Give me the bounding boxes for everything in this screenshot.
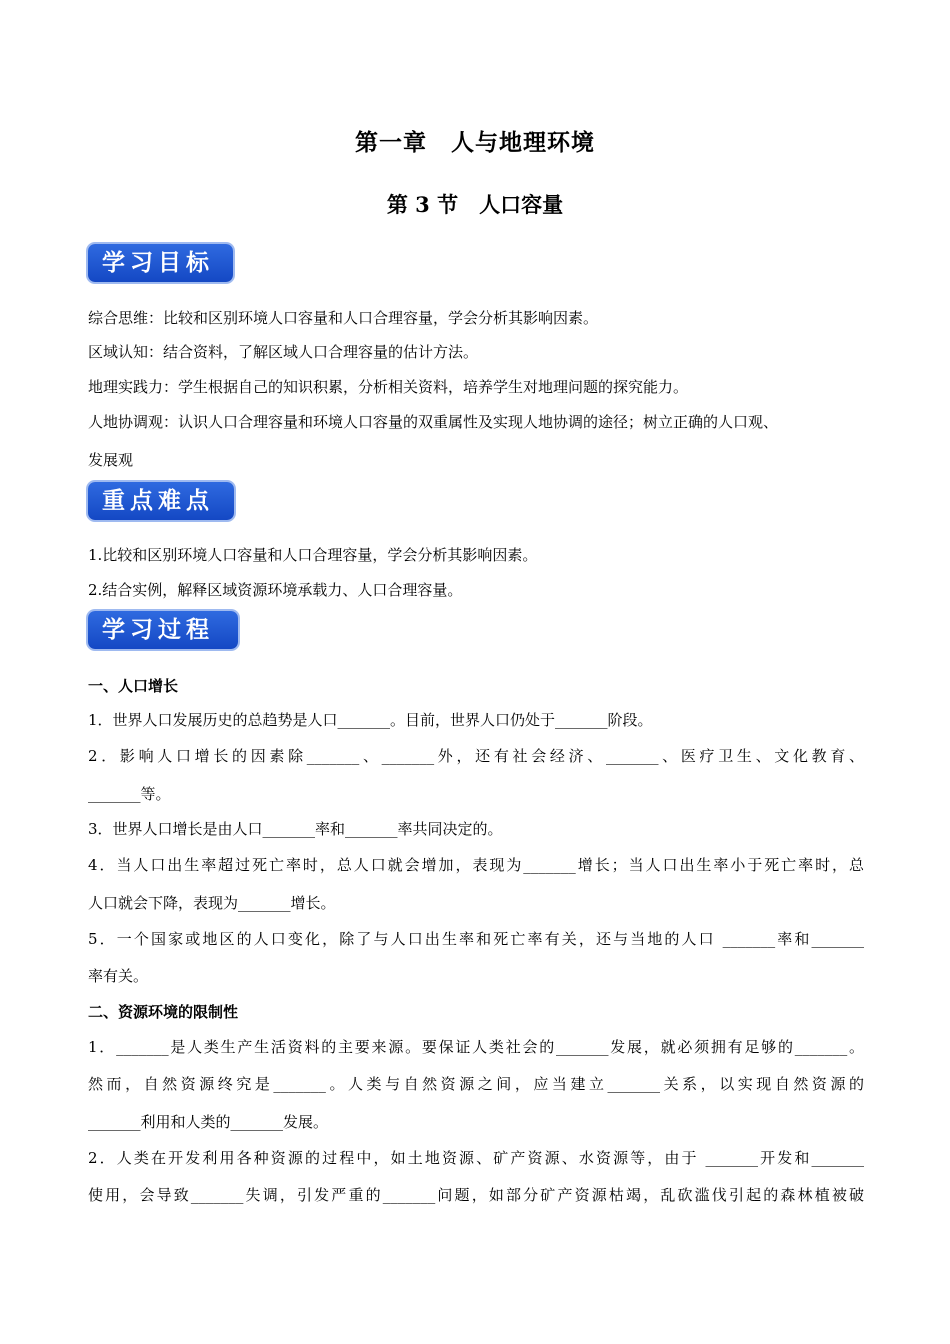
section-title: 第 3 节 人口容量 <box>386 192 564 217</box>
learning-goals-badge: 学习目标 <box>88 244 233 282</box>
goal-line-1: 综合思维：比较和区别环境人口容量和人口合理容量，学会分析其影响因素。 <box>88 309 599 327</box>
part2-line-4: 2．人类在开发利用各种资源的过程中，如土地资源、矿产资源、水资源等，由于 _______开发和_______ <box>88 1149 864 1167</box>
part1-line-7: 5．一个国家或地区的人口变化，除了与人口出生率和死亡率有关，还与当地的人口 _______率和_______ <box>88 930 864 948</box>
goal-line-2: 区域认知：结合资料，了解区域人口合理容量的估计方法。 <box>88 343 479 361</box>
part1-line-2: 2．影响人口增长的因素除_______、_______外，还有社会经济、_______、医疗卫生、文化教育、 <box>88 747 864 765</box>
part1-line-6: 人口就会下降，表现为_______增长。 <box>88 894 336 912</box>
part2-line-3: _______利用和人类的_______发展。 <box>88 1113 329 1131</box>
chapter-title: 第一章 人与地理环境 <box>355 129 595 156</box>
part2-heading: 二、资源环境的限制性 <box>88 1003 239 1021</box>
key-point-line-1: 1.比较和区别环境人口容量和人口合理容量，学会分析其影响因素。 <box>88 546 538 564</box>
part1-line-5: 4．当人口出生率超过死亡率时，总人口就会增加，表现为_______增长；当人口出生率小于死亡率时，总 <box>88 856 864 874</box>
part1-line-3: _______等。 <box>88 785 171 803</box>
part2-line-2: 然而，自然资源终究是_______。人类与自然资源之间，应当建立_______关系，以实现自然资源的 <box>88 1075 864 1093</box>
goal-line-4: 人地协调观：认识人口合理容量和环境人口容量的双重属性及实现人地协调的途径；树立正确的人口观、 <box>88 413 779 431</box>
learning-process-badge: 学习过程 <box>88 611 238 649</box>
part1-line-1: 1．世界人口发展历史的总趋势是人口_______。目前，世界人口仍处于_______阶段。 <box>88 711 653 729</box>
key-points-badge: 重点难点 <box>88 482 234 520</box>
goal-line-5: 发展观 <box>88 451 134 469</box>
part2-line-1: 1．_______是人类生产生活资料的主要来源。要保证人类社会的_______发展，就必须拥有足够的_______。 <box>88 1038 864 1056</box>
part1-line-4: 3．世界人口增长是由人口_______率和_______率共同决定的。 <box>88 820 503 838</box>
goal-line-3: 地理实践力：学生根据自己的知识积累，分析相关资料，培养学生对地理问题的探究能力。 <box>88 378 689 396</box>
part1-heading: 一、人口增长 <box>88 677 179 695</box>
key-point-line-2: 2.结合实例，解释区域资源环境承载力、人口合理容量。 <box>88 581 463 599</box>
part2-line-5: 使用，会导致_______失调，引发严重的_______问题，如部分矿产资源枯竭，乱砍滥伐引起的森林植被破 <box>88 1186 864 1204</box>
part1-line-8: 率有关。 <box>88 967 149 985</box>
